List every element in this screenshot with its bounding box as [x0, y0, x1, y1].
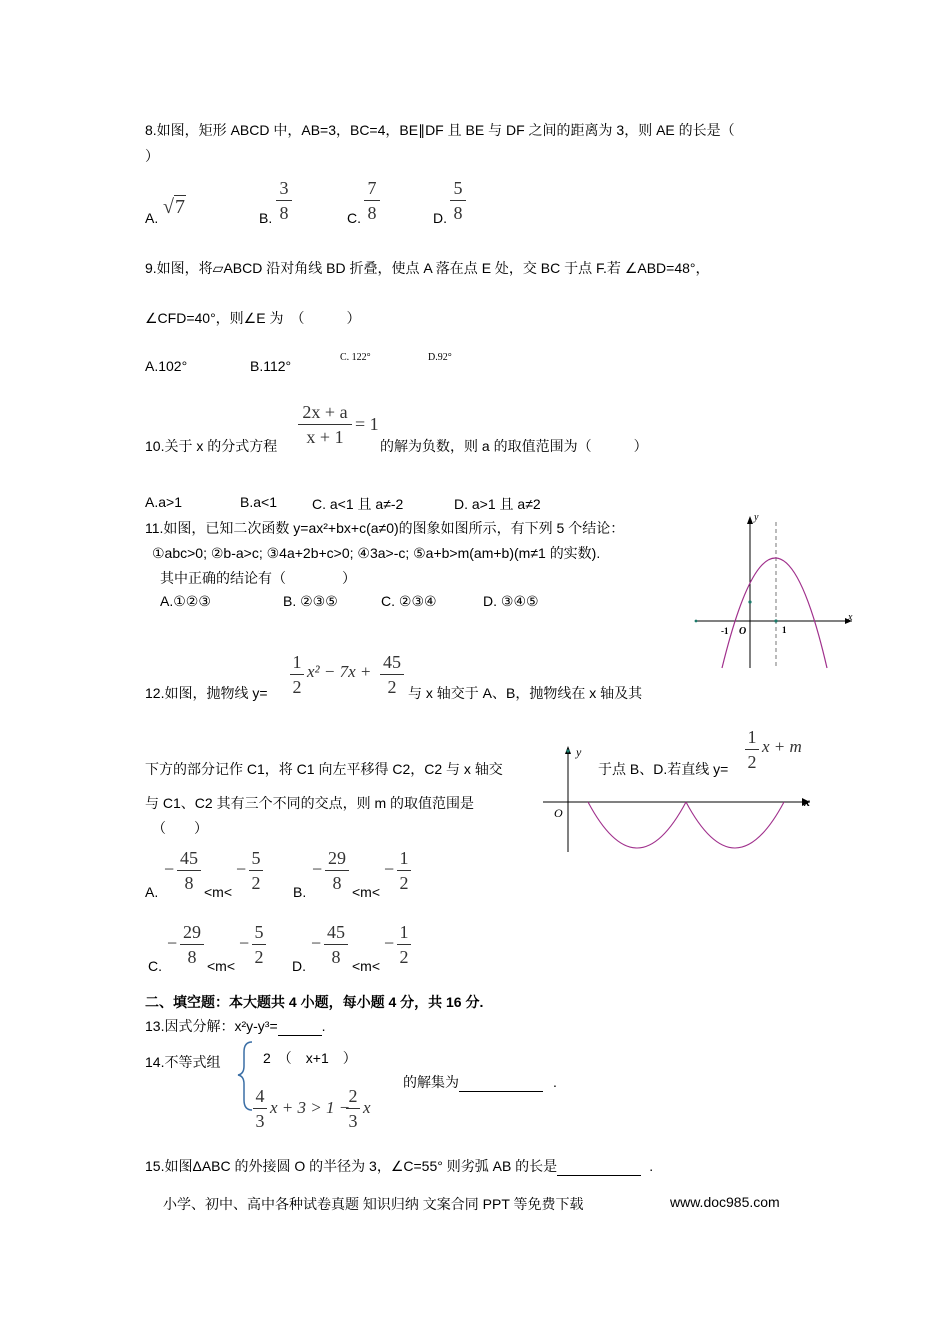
q12-line4: （ ）	[152, 820, 208, 836]
q10-equals: = 1	[355, 414, 379, 434]
q11-option-b: B. ②③⑤	[283, 593, 338, 609]
q11-option-c: C. ②③④	[381, 593, 437, 609]
parabola-c1	[686, 802, 784, 848]
q12-option-d-frac2: 1 2	[397, 922, 411, 967]
q12-suffix: 与 x 轴交于 A、B，抛物线在 x 轴及其	[408, 685, 643, 701]
q13-label: 13.因式分解：x²y-y³=	[145, 1018, 278, 1034]
q9-line1: 9.如图，将▱ABCD 沿对角线 BD 折叠，使点 A 落在点 E 处，交 BC 于点 F.若 ∠ABD=48°，	[145, 260, 710, 276]
q12-option-c-frac1: 29 8	[180, 922, 204, 967]
x-label: x	[848, 612, 853, 623]
q12-option-c-label: C.	[148, 958, 162, 974]
q12-line2a: 下方的部分记作 C1，将 C1 向左平移得 C2，C2 与 x 轴交	[145, 761, 503, 777]
q14-row1: 2 （ x+1 ）	[263, 1050, 357, 1066]
q12-option-b-mid: <m<	[352, 884, 381, 900]
q12-option-b-frac1: 29 8	[325, 848, 349, 893]
q12-option-a-mid: <m<	[204, 884, 233, 900]
q15-text: 15.如图ΔABC 的外接圆 O 的半径为 3，∠C=55° 则劣弧 AB 的长是	[145, 1158, 558, 1174]
q10-option-b: B.a<1	[240, 494, 277, 510]
q14-suffix: 的解集为	[403, 1074, 459, 1090]
q12-line-tail: x + m	[762, 737, 802, 756]
x-label: x	[804, 795, 810, 809]
q10-suffix: 的解为负数，则 a 的取值范围为（ ）	[380, 438, 648, 454]
q12-option-d-mid: <m<	[352, 958, 381, 974]
footer-text: 小学、初中、高中各种试卷真题 知识归纳 文案合同 PPT 等免费下载	[163, 1196, 584, 1212]
q12-option-a-frac2: 5 2	[249, 848, 263, 893]
origin-label: O	[554, 806, 563, 820]
q12-eq-mid: x² − 7x +	[307, 662, 372, 681]
q13-answer-blank[interactable]	[278, 1021, 322, 1036]
q11-option-a: A.①②③	[160, 593, 211, 609]
minus-sign: −	[167, 933, 178, 953]
y-axis-arrow-icon	[747, 516, 753, 524]
tick-neg1-label: -1	[721, 626, 729, 636]
sqrt-icon: √	[163, 196, 174, 218]
minus-sign: −	[384, 933, 395, 953]
q8-option-b-fraction: 3 8	[276, 178, 292, 223]
footer-site-link[interactable]: www.doc985.com	[670, 1194, 780, 1210]
q12-option-b-frac2: 1 2	[397, 848, 411, 893]
q12-option-d-frac1: 45 8	[324, 922, 348, 967]
q10-option-c: C. a<1 且 a≠-2	[312, 496, 404, 512]
q14-end: .	[553, 1074, 557, 1090]
minus-sign: −	[312, 859, 323, 879]
q12-line2b: 于点 B、D.若直线 y=	[598, 761, 729, 777]
q12-line3: 与 C1、C2 其有三个不同的交点，则 m 的取值范围是	[145, 795, 475, 811]
q10-option-d: D. a>1 且 a≠2	[454, 496, 541, 512]
q15-end: .	[649, 1158, 654, 1174]
q14-row2-mid: x + 3 > 1 −	[270, 1098, 351, 1117]
q9-option-a: A.102°	[145, 358, 188, 374]
q9-line2: ∠CFD=40°，则∠E 为 （ ）	[145, 310, 361, 326]
q12-line-frac: 1 2	[745, 727, 759, 772]
parabola-c2	[588, 802, 686, 848]
y-label: y	[754, 512, 759, 523]
q8-option-a-label: A.	[145, 210, 159, 226]
q12-option-d-label: D.	[292, 958, 306, 974]
minus-sign: −	[236, 859, 247, 879]
tick-1-label: 1	[782, 625, 787, 635]
q14-suffix-wrap	[403, 1072, 557, 1092]
q11-line1: 11.如图，已知二次函数 y=ax²+bx+c(a≠0)的图象如图所示，有下列 5 个结论：	[145, 520, 625, 536]
section2-heading: 二、填空题：本大题共 4 小题，每小题 4 分，共 16 分.	[145, 994, 484, 1010]
y-label: y	[576, 745, 582, 759]
q12-option-c-frac2: 5 2	[252, 922, 266, 967]
q14-prefix: 14.不等式组	[145, 1054, 221, 1070]
q14-answer-blank[interactable]	[459, 1077, 543, 1092]
q11-line2: ①abc>0; ②b-a>c; ③4a+2b+c>0; ④3a>-c; ⑤a+b>m(am+b)(m≠1 的实数).	[152, 545, 601, 561]
q15-wrap	[145, 1156, 653, 1176]
y-axis-point	[566, 749, 569, 752]
q12-parabola-graph	[540, 742, 820, 854]
y-intercept-point	[748, 600, 751, 603]
q12-frac-half: 1 2	[290, 652, 304, 697]
q10-fraction: 2x + a x + 1	[298, 402, 352, 447]
q9-option-d: D.92°	[428, 352, 452, 363]
q15-answer-blank[interactable]	[557, 1161, 641, 1176]
q8-option-c-fraction: 7 8	[364, 178, 380, 223]
minus-sign: −	[384, 859, 395, 879]
q12-option-b-label: B.	[293, 884, 307, 900]
q12-option-a-frac1: 45 8	[177, 848, 201, 893]
q8-option-c-label: C.	[347, 210, 361, 226]
q13-end: .	[321, 1018, 326, 1034]
tick-point-1	[774, 619, 777, 622]
q13-text	[145, 1016, 326, 1036]
minus-sign: −	[239, 933, 250, 953]
q8-option-d-label: D.	[433, 210, 447, 226]
q10-prefix: 10.关于 x 的分式方程	[145, 438, 278, 454]
q8-option-d-fraction: 5 8	[450, 178, 466, 223]
q12-prefix: 12.如图，抛物线 y=	[145, 685, 268, 701]
q14-row2-tail: x	[363, 1098, 371, 1117]
q14-row2-frac2: 2 3	[346, 1086, 360, 1131]
q9-option-b: B.112°	[250, 358, 292, 374]
q8-line2: ）	[145, 148, 159, 164]
q11-option-d: D. ③④⑤	[483, 593, 539, 609]
origin-label: O	[739, 626, 747, 637]
q12-option-a-label: A.	[145, 884, 159, 900]
q8-sqrt7: √7	[163, 196, 185, 218]
q12-option-c-mid: <m<	[207, 958, 236, 974]
minus-sign: −	[164, 859, 175, 879]
minus-sign: −	[311, 933, 322, 953]
q8-line1: 8.如图，矩形 ABCD 中，AB=3，BC=4，BE∥DF 且 BE 与 DF 之间的距离为 3，则 AE 的长是（	[145, 122, 735, 138]
q14-row2-frac1: 4 3	[253, 1086, 267, 1131]
left-point	[695, 620, 698, 623]
q8-option-b-label: B.	[259, 210, 273, 226]
q11-parabola-graph	[690, 508, 860, 670]
q9-option-c: C. 122°	[340, 352, 371, 363]
q11-line3: 其中正确的结论有（ ）	[160, 570, 356, 586]
q10-option-a: A.a>1	[145, 494, 182, 510]
parabola-curve	[722, 558, 827, 668]
q12-frac-45-2: 45 2	[380, 652, 404, 697]
